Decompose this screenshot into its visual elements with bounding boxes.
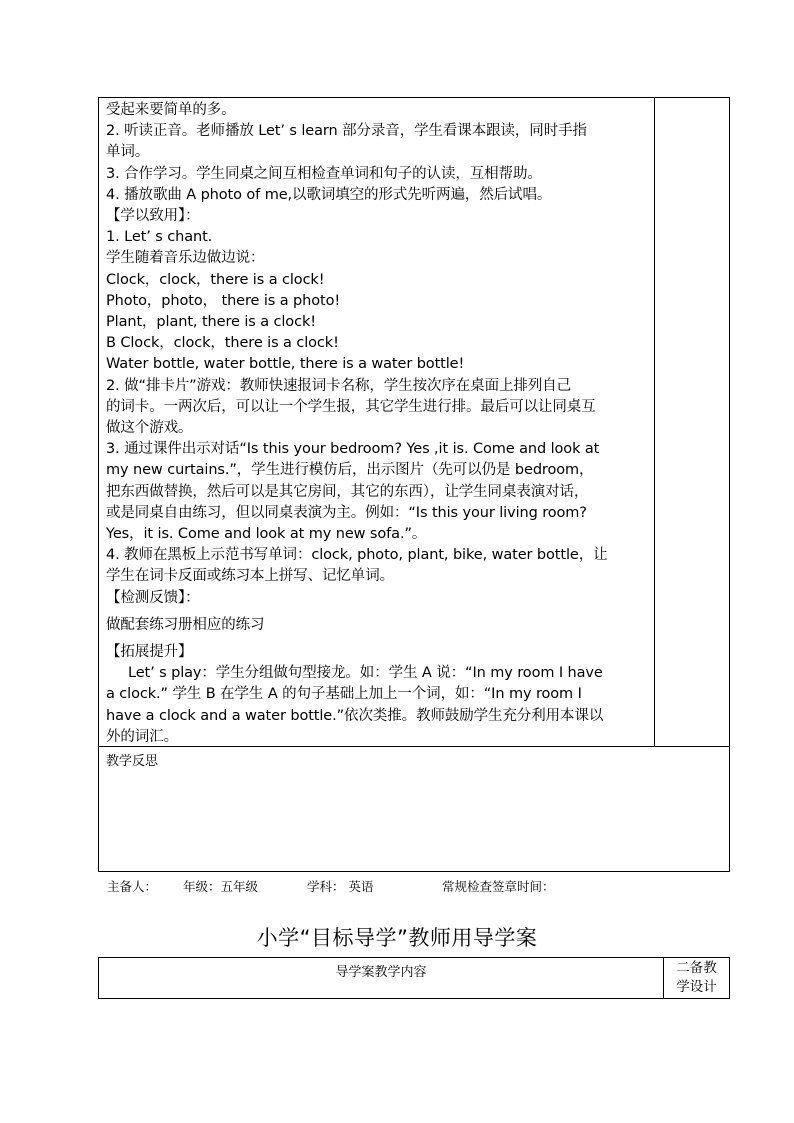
lesson-content-cell <box>99 98 655 747</box>
page-title: 小学“目标导学”教师用导学案 <box>256 926 538 950</box>
lesson-line: 3. 通过课件出示对话“Is this your bedroom? Yes ,it is. Come and look at <box>106 441 600 458</box>
lesson-line: 做配套练习册相应的练习 <box>106 616 265 633</box>
section-heading: 【学以致用】： <box>106 208 200 225</box>
reflection-cell <box>99 747 729 871</box>
section-heading: 【拓展提升】 <box>106 644 193 661</box>
grade-label: 年级：五年级 <box>183 879 259 894</box>
guide-header-table <box>98 957 730 999</box>
lesson-line: 学生随着音乐边做边说： <box>106 250 265 267</box>
lesson-line: 3. 合作学习。学生同桌之间互相检查单词和句子的认读，互相帮助。 <box>106 165 542 182</box>
subject-label: 学科： 英语 <box>307 879 374 894</box>
lesson-line: have a clock and a water bottle.”依次类推。教师鼓励学生充分利用本课以 <box>106 707 604 724</box>
lesson-table <box>98 97 730 872</box>
chant-line: Plant，plant, there is a clock! <box>106 314 316 331</box>
lesson-line: 的词卡。一两次后，可以让一个学生报，其它学生进行排。最后可以让同桌互 <box>106 398 596 415</box>
lesson-line: 4. 播放歌曲 A photo of me,以歌词填空的形式先听两遍，然后试唱。 <box>106 186 552 203</box>
lesson-line: 受起来要简单的多。 <box>106 102 236 118</box>
guide-content-header: 导学案教学内容 <box>99 958 664 998</box>
check-time-label: 常规检查签章时间： <box>442 879 555 894</box>
lesson-line: 做这个游戏。 <box>106 420 193 437</box>
chant-line: Clock，clock，there is a clock! <box>106 271 325 288</box>
second-prep-header <box>664 958 729 998</box>
lesson-line: 学生在词卡反面或练习本上拼写、记忆单词。 <box>106 568 394 585</box>
second-prep-header-line: 学设计 <box>676 979 717 995</box>
lesson-line: Yes，it is. Come and look at my new sofa.”。 <box>106 526 427 543</box>
lesson-line: 外的词汇。 <box>106 728 178 745</box>
lesson-line: 2. 听读正音。老师播放 Let’ s learn 部分录音，学生看课本跟读，同时手指 <box>106 123 587 140</box>
lesson-line: Let’ s play：学生分组做句型接龙。如：学生 A 说：“In my room I have <box>128 665 603 682</box>
lesson-line: 1. Let’ s chant. <box>106 229 213 246</box>
lesson-line: 把东西做替换，然后可以是其它房间，其它的东西），让学生同桌表演对话， <box>106 483 589 500</box>
section-heading: 【检测反馈】： <box>106 589 200 606</box>
second-prep-header-line: 二备教 <box>676 960 717 976</box>
lesson-line: a clock.” 学生 B 在学生 A 的句子基础上加上一个词，如：“In my room I <box>106 686 582 703</box>
chant-line: Water bottle, water bottle, there is a water bottle! <box>106 356 465 373</box>
preparer-label: 主备人： <box>107 879 158 894</box>
lesson-line: my new curtains.”，学生进行模仿后，出示图片（先可以仍是 bedroom， <box>106 462 594 479</box>
chant-line: B Clock，clock，there is a clock! <box>106 335 339 352</box>
chant-line: Photo，photo， there is a photo! <box>106 292 341 309</box>
lesson-line: 单词。 <box>106 144 150 161</box>
lesson-line: 4. 教师在黑板上示范书写单词：clock, photo, plant, bike, water bottle，让 <box>106 547 608 564</box>
reflection-label: 教学反思 <box>106 754 159 769</box>
lesson-line: 或是同桌自由练习，但以同桌表演为主。例如：“Is this your living room? <box>106 504 587 521</box>
second-prep-cell <box>655 98 729 747</box>
lesson-line: 2. 做“排卡片”游戏：教师快速报词卡名称，学生按次序在桌面上排列自己 <box>106 377 571 394</box>
